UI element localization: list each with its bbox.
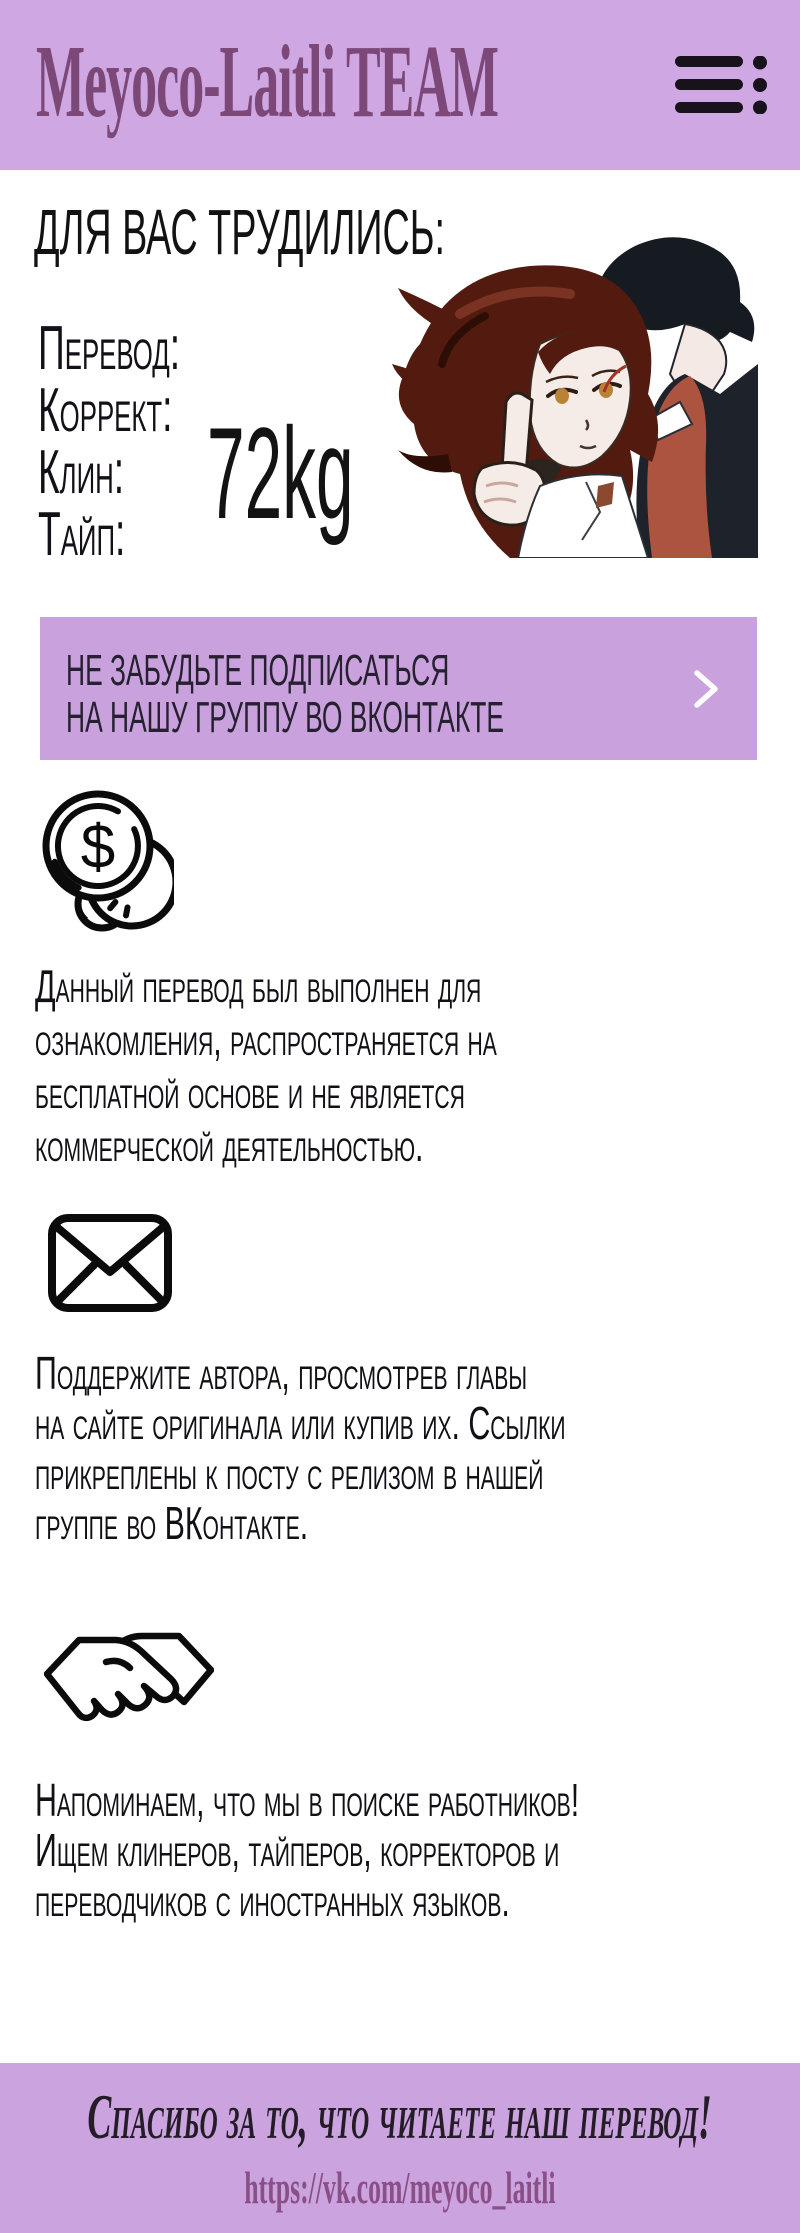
banner-line-2: НА НАШУ ГРУППУ ВО ВКОНТАКТЕ [66, 693, 505, 742]
handshake-icon [44, 1616, 214, 1740]
text-line: Данный перевод был выполнен для [35, 960, 482, 1012]
team-title: Meyoco-Laitli TEAM [36, 24, 498, 139]
thanks-message: Спасибо за то, что читаете наш перевод! [87, 2081, 713, 2152]
credits-roles [38, 314, 181, 569]
text-line: на сайте оригинала или купив их. Ссылки [35, 1397, 566, 1449]
text-line: прикреплены к посту с релизом в нашей [35, 1447, 544, 1499]
svg-text:$: $ [80, 813, 116, 882]
characters-artwork [390, 224, 758, 558]
member-name: 72kg [207, 400, 354, 546]
chevron-right-icon [691, 668, 721, 710]
support-author-notice [35, 1348, 566, 1548]
role-correction: Коррект: [38, 376, 173, 445]
text-line: Поддержите автора, просмотрев главы [35, 1347, 528, 1399]
recruiting-notice [35, 1775, 579, 1925]
menu-button[interactable] [675, 56, 767, 114]
text-line: Ищем клинеров, тайперов, корректоров и [35, 1824, 560, 1876]
text-line: коммерческой деятельностью. [35, 1119, 424, 1171]
text-line: группе во ВКонтакте. [35, 1497, 309, 1549]
text-line: переводчиков с иностранных языков. [35, 1874, 510, 1926]
text-line: ознакомления, распространяется на [35, 1013, 497, 1065]
vk-group-link[interactable]: https://vk.com/meyoco_laitli [244, 2162, 556, 2213]
envelope-icon [48, 1214, 172, 1312]
coins-icon [38, 786, 174, 932]
role-cleaning: Клин: [38, 438, 125, 507]
vk-subscribe-banner[interactable] [40, 617, 757, 760]
banner-text [66, 647, 504, 741]
hamburger-dots-icon [675, 101, 767, 118]
role-typesetting: Тайп: [38, 500, 126, 569]
footer [0, 2063, 800, 2233]
banner-line-1: НЕ ЗАБУДЬТЕ ПОДПИСАТЬСЯ [66, 646, 450, 695]
section-heading: ДЛЯ ВАС ТРУДИЛИСЬ: [34, 196, 446, 268]
text-line: Напоминаем, что мы в поиске работников! [35, 1774, 580, 1826]
free-translation-notice [35, 960, 497, 1172]
header [0, 0, 800, 170]
text-line: бесплатной основе и не является [35, 1066, 465, 1118]
role-translation: Перевод: [38, 314, 181, 383]
